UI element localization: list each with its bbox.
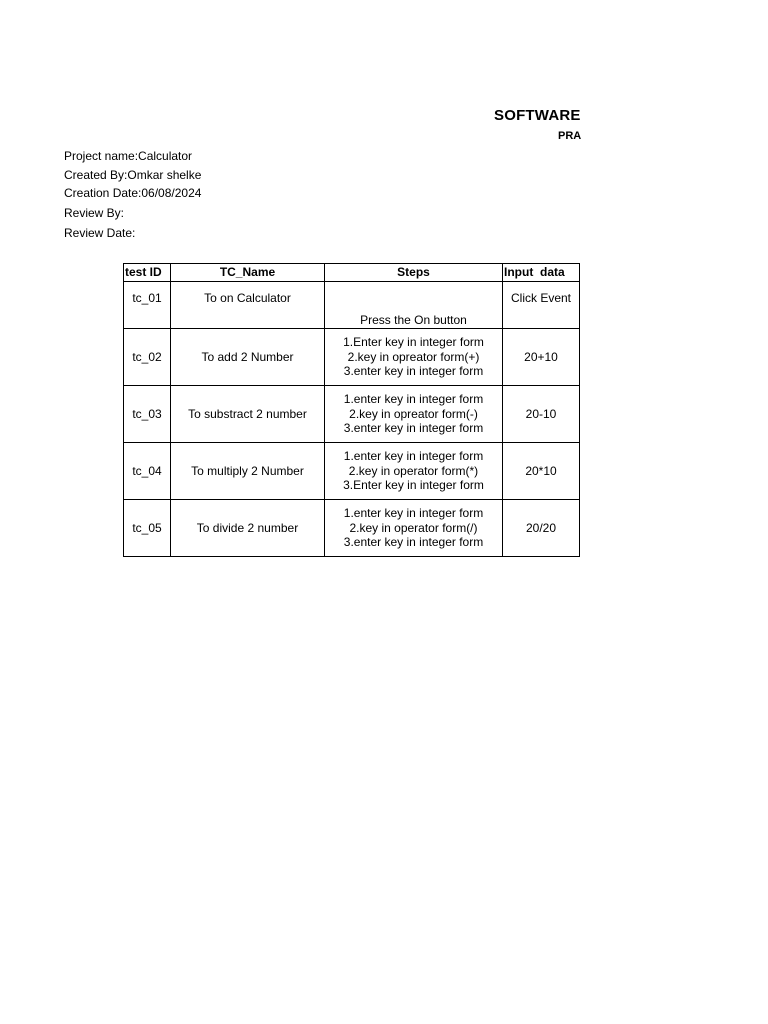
cell-tc-name: To on Calculator bbox=[171, 282, 325, 329]
header-input-data: Input data bbox=[503, 264, 580, 282]
step-line: 3.enter key in integer form bbox=[343, 535, 484, 550]
cell-test-id: tc_01 bbox=[124, 282, 171, 329]
table-row bbox=[124, 443, 580, 500]
cell-steps bbox=[325, 282, 503, 329]
step-line: 2.key in operator form(/) bbox=[349, 520, 478, 535]
cell-tc-name: To multiply 2 Number bbox=[171, 443, 325, 500]
step-line: 2.key in operator form(*) bbox=[348, 463, 479, 478]
step-line: 1.enter key in integer form bbox=[343, 506, 484, 521]
step-line: Press the On button bbox=[360, 312, 467, 327]
step-line: 3.enter key in integer form bbox=[343, 421, 484, 436]
cell-input-data: 20-10 bbox=[503, 386, 580, 443]
step-line: 2.key in opreator form(-) bbox=[349, 406, 478, 421]
cell-input-data: 20+10 bbox=[503, 329, 580, 386]
cell-test-id: tc_03 bbox=[124, 386, 171, 443]
cell-input-data: Click Event bbox=[503, 282, 580, 329]
cell-tc-name: To add 2 Number bbox=[171, 329, 325, 386]
table-row bbox=[124, 386, 580, 443]
document-subtitle: PRA bbox=[558, 130, 582, 142]
project-name: Project name:Calculator bbox=[64, 149, 193, 163]
step-line: 1.enter key in integer form bbox=[343, 449, 484, 464]
creation-date: Creation Date:06/08/2024 bbox=[64, 186, 202, 200]
step-line: 3.enter key in integer form bbox=[343, 364, 484, 379]
cell-input-data: 20/20 bbox=[503, 500, 580, 557]
cell-steps bbox=[325, 500, 503, 557]
test-case-table bbox=[123, 263, 580, 557]
cell-steps bbox=[325, 329, 503, 386]
sheet-print-area bbox=[0, 0, 582, 182]
cell-test-id: tc_02 bbox=[124, 329, 171, 386]
review-date: Review Date: bbox=[64, 226, 136, 240]
step-line: 3.Enter key in integer form bbox=[343, 478, 484, 493]
table-row bbox=[124, 500, 580, 557]
table-header-row bbox=[124, 264, 580, 282]
table-row bbox=[124, 329, 580, 386]
created-by: Created By:Omkar shelke bbox=[64, 168, 202, 182]
cell-test-id: tc_04 bbox=[124, 443, 171, 500]
header-test-id: test ID bbox=[124, 264, 171, 282]
cell-steps bbox=[325, 386, 503, 443]
document-title: SOFTWARE bbox=[494, 107, 581, 124]
review-by: Review By: bbox=[64, 206, 125, 220]
cell-input-data: 20*10 bbox=[503, 443, 580, 500]
cell-steps bbox=[325, 443, 503, 500]
header-tc-name: TC_Name bbox=[171, 264, 325, 282]
step-line: 2.key in opreator form(+) bbox=[347, 349, 480, 364]
cell-test-id: tc_05 bbox=[124, 500, 171, 557]
cell-tc-name: To divide 2 number bbox=[171, 500, 325, 557]
header-steps: Steps bbox=[325, 264, 503, 282]
table-row bbox=[124, 282, 580, 329]
step-line: 1.enter key in integer form bbox=[343, 392, 484, 407]
step-line: 1.Enter key in integer form bbox=[343, 335, 484, 350]
cell-tc-name: To substract 2 number bbox=[171, 386, 325, 443]
